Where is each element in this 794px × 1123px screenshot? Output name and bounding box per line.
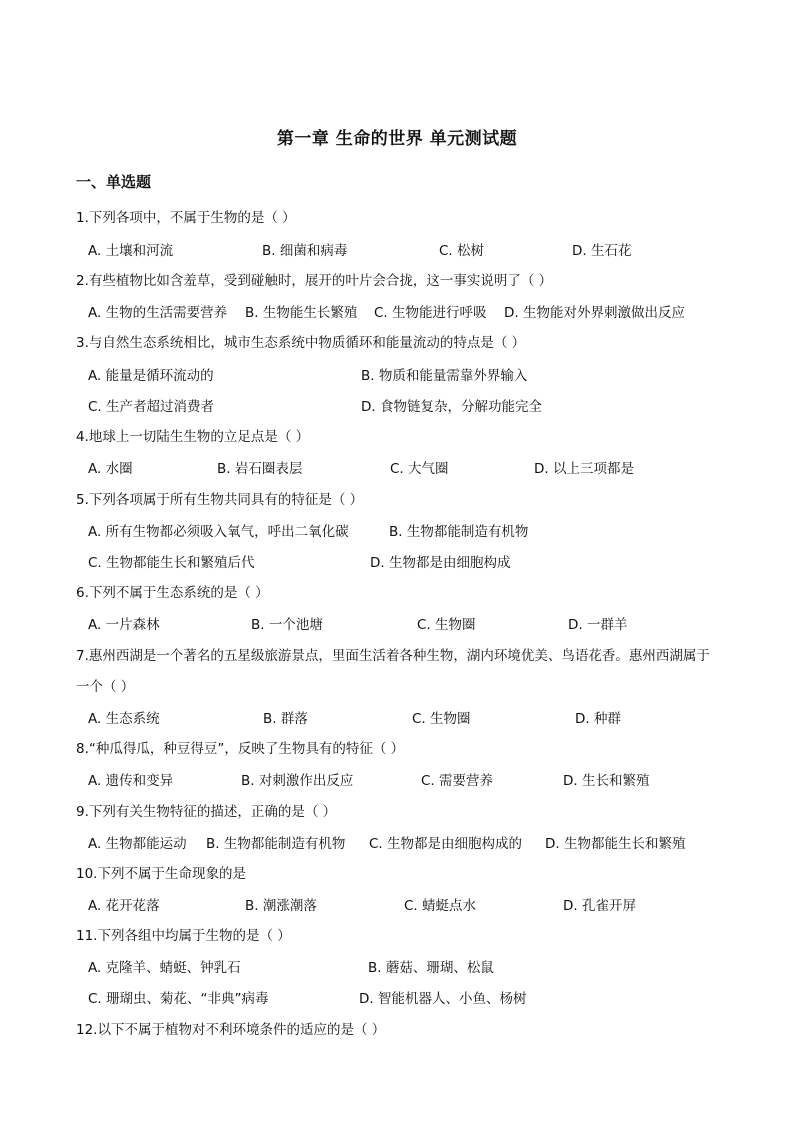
section-heading: 一、单选题: [76, 173, 152, 191]
question-3-option-d: D. 食物链复杂，分解功能完全: [361, 399, 542, 415]
question-5-option-a: A. 所有生物都必须吸入氧气，呼出二氧化碳: [88, 524, 349, 540]
question-1-option-c: C. 松树: [439, 243, 485, 259]
question-10-stem: 10.下列不属于生命现象的是: [76, 866, 246, 882]
question-12-stem: 12.以下不属于植物对不利环境条件的适应的是（ ）: [76, 1022, 386, 1038]
question-1-option-a: A. 土壤和河流: [88, 243, 174, 259]
question-7-stem: 7.惠州西湖是一个著名的五星级旅游景点，里面生活着各种生物，湖内环境优美、鸟语花香。惠州西湖属于一个（ ）: [76, 648, 710, 695]
question-2-option-b: B. 生物能生长繁殖: [245, 305, 358, 321]
question-9-option-c: C. 生物都是由细胞构成的: [369, 836, 523, 852]
question-9-option-a: A. 生物都能运动: [88, 836, 187, 852]
question-8-option-b: B. 对刺激作出反应: [241, 773, 354, 789]
question-11-option-a: A. 克隆羊、蜻蜓、钟乳石: [88, 960, 241, 976]
question-10-option-c: C. 蜻蜓点水: [404, 898, 477, 914]
question-11-option-d: D. 智能机器人、小鱼、杨树: [359, 991, 527, 1007]
question-4-option-a: A. 水圈: [88, 461, 133, 477]
question-7-option-d: D. 种群: [575, 711, 621, 727]
question-9-option-b: B. 生物都能制造有机物: [206, 836, 346, 852]
question-8-stem: 8.“种瓜得瓜，种豆得豆”，反映了生物具有的特征（ ）: [76, 741, 405, 757]
question-5-option-d: D. 生物都是由细胞构成: [370, 555, 511, 571]
question-8-option-a: A. 遗传和变异: [88, 773, 174, 789]
page-title: 第一章 生命的世界 单元测试题: [276, 129, 518, 149]
question-4-option-b: B. 岩石圈表层: [217, 461, 303, 477]
question-10-option-d: D. 孔雀开屏: [563, 898, 636, 914]
question-1-option-d: D. 生石花: [572, 243, 632, 259]
question-6-option-c: C. 生物圈: [417, 617, 476, 633]
question-5-option-b: B. 生物都能制造有机物: [389, 524, 529, 540]
question-2-option-d: D. 生物能对外界刺激做出反应: [504, 305, 685, 321]
question-11-option-c: C. 珊瑚虫、菊花、“非典”病毒: [88, 991, 269, 1007]
question-6-option-a: A. 一片森林: [88, 617, 160, 633]
question-10-option-a: A. 花开花落: [88, 898, 160, 914]
question-6-option-b: B. 一个池塘: [251, 617, 323, 633]
question-7-option-a: A. 生态系统: [88, 711, 160, 727]
question-1-option-b: B. 细菌和病毒: [262, 243, 348, 259]
question-1-stem: 1.下列各项中，不属于生物的是（ ）: [76, 210, 296, 226]
question-9-option-d: D. 生物都能生长和繁殖: [545, 836, 686, 852]
question-7-option-b: B. 群落: [263, 711, 308, 727]
question-11-stem: 11.下列各组中均属于生物的是（ ）: [76, 928, 291, 944]
question-11-option-b: B. 蘑菇、珊瑚、松鼠: [368, 960, 494, 976]
question-2-option-a: A. 生物的生活需要营养: [88, 305, 228, 321]
question-2-stem: 2.有些植物比如含羞草，受到碰触时，展开的叶片会合拢，这一事实说明了（ ）: [76, 273, 553, 289]
question-3-option-a: A. 能量是循环流动的: [88, 368, 214, 384]
question-8-option-c: C. 需要营养: [421, 773, 494, 789]
question-4-stem: 4.地球上一切陆生生物的立足点是（ ）: [76, 429, 310, 445]
question-4-option-c: C. 大气圈: [390, 461, 449, 477]
question-8-option-d: D. 生长和繁殖: [563, 773, 650, 789]
question-5-stem: 5.下列各项属于所有生物共同具有的特征是（ ）: [76, 492, 364, 508]
question-4-option-d: D. 以上三项都是: [534, 461, 634, 477]
question-6-option-d: D. 一群羊: [568, 617, 628, 633]
question-7-option-c: C. 生物圈: [412, 711, 471, 727]
question-5-option-c: C. 生物都能生长和繁殖后代: [88, 555, 255, 571]
question-3-option-b: B. 物质和能量需靠外界输入: [361, 368, 528, 384]
question-6-stem: 6.下列不属于生态系统的是（ ）: [76, 585, 269, 601]
question-2-option-c: C. 生物能进行呼吸: [374, 305, 487, 321]
question-9-stem: 9.下列有关生物特征的描述，正确的是（ ）: [76, 804, 337, 820]
question-3-stem: 3.与自然生态系统相比，城市生态系统中物质循环和能量流动的特点是（ ）: [76, 335, 526, 351]
question-3-option-c: C. 生产者超过消费者: [88, 399, 215, 415]
question-10-option-b: B. 潮涨潮落: [245, 898, 317, 914]
